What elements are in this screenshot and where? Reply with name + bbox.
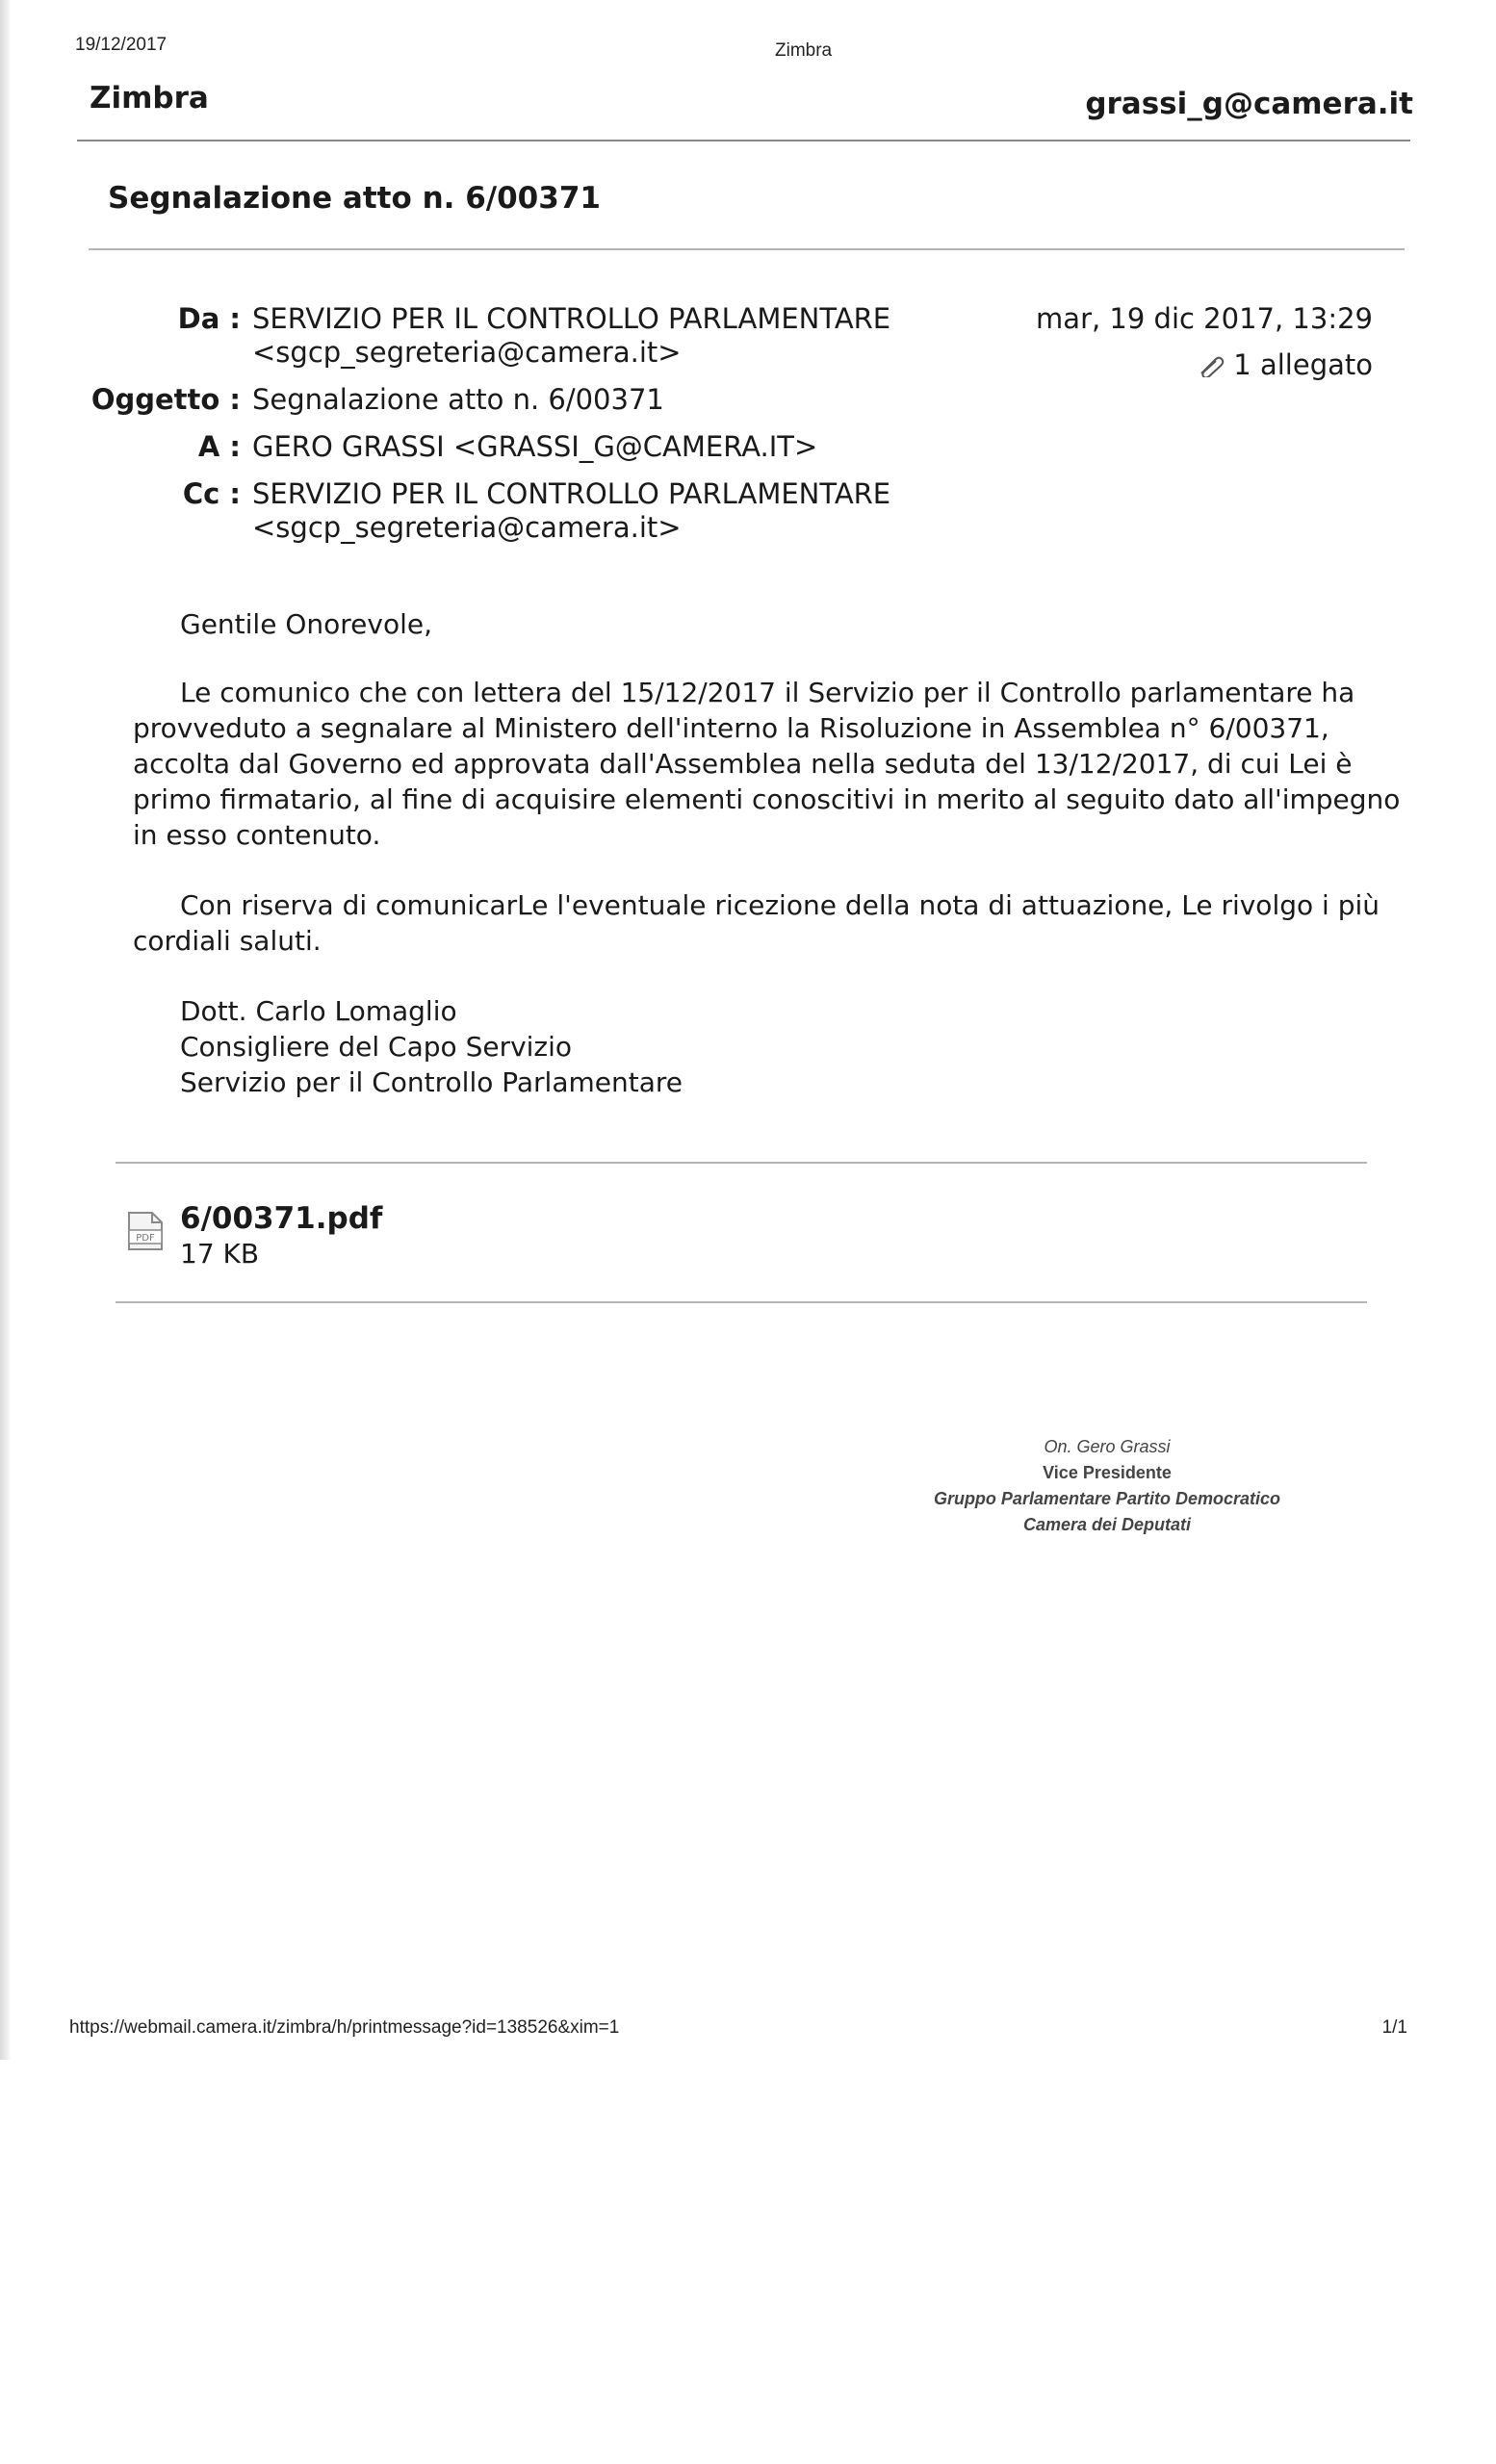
subject-value: Segnalazione atto n. 6/00371 bbox=[252, 383, 664, 416]
signature-role: Consigliere del Capo Servizio bbox=[180, 1031, 573, 1063]
body-line: accolta dal Governo ed approvata dall'Assemblea nella seduta del 13/12/2017, di cui Lei è bbox=[133, 748, 1353, 780]
to-value[interactable]: GERO GRASSI <GRASSI_G@CAMERA.IT> bbox=[252, 430, 818, 463]
signature-name: Dott. Carlo Lomaglio bbox=[180, 995, 457, 1027]
greeting: Gentile Onorevole, bbox=[180, 608, 432, 640]
print-title: Zimbra bbox=[775, 40, 833, 61]
message-subject: Segnalazione atto n. 6/00371 bbox=[108, 181, 601, 216]
to-label: A : bbox=[197, 430, 241, 463]
stamp-group: Gruppo Parlamentare Partito Democratico bbox=[933, 1489, 1281, 1508]
cc-email[interactable]: <sgcp_segreteria@camera.it> bbox=[252, 511, 682, 544]
print-page-number: 1/1 bbox=[1381, 2017, 1407, 2038]
subject-divider bbox=[89, 248, 1405, 250]
body-line: provveduto a segnalare al Ministero dell'interno la Risoluzione in Assemblea n° 6/00371, bbox=[133, 712, 1329, 744]
attachment-size: 17 KB bbox=[180, 1238, 260, 1270]
body-line: Con riserva di comunicarLe l'eventuale ricezione della nota di attuazione, Le rivolgo i più bbox=[180, 889, 1380, 921]
pdf-file-icon bbox=[127, 1211, 164, 1255]
from-name: SERVIZIO PER IL CONTROLLO PARLAMENTARE bbox=[252, 302, 891, 335]
pdf-icon-label: PDF bbox=[136, 1233, 155, 1244]
signature-office: Servizio per il Controllo Parlamentare bbox=[180, 1066, 684, 1098]
stamp-chamber: Camera dei Deputati bbox=[1022, 1515, 1192, 1534]
attachments-bottom-divider bbox=[116, 1301, 1367, 1303]
header-divider bbox=[77, 140, 1410, 141]
body-line: primo firmatario, al fine di acquisire elementi conoscitivi in merito al seguito dato all'impegno bbox=[133, 783, 1401, 815]
attachment-summary[interactable] bbox=[1198, 348, 1373, 381]
subject-label: Oggetto : bbox=[90, 383, 241, 416]
paperclip-icon bbox=[1198, 348, 1233, 381]
body-line: Le comunico che con lettera del 15/12/2017 il Servizio per il Controllo parlamentare ha bbox=[180, 677, 1355, 708]
stamp-name: On. Gero Grassi bbox=[1044, 1437, 1171, 1456]
body-line: cordiali saluti. bbox=[133, 925, 322, 957]
from-email[interactable]: <sgcp_segreteria@camera.it> bbox=[252, 336, 682, 369]
from-label: Da : bbox=[177, 302, 241, 335]
attachment-count: 1 allegato bbox=[1233, 348, 1373, 381]
body-line: in esso contenuto. bbox=[133, 819, 381, 851]
attachments-top-divider bbox=[116, 1162, 1367, 1164]
cc-label: Cc : bbox=[182, 477, 241, 510]
print-url: https://webmail.camera.it/zimbra/h/printmessage?id=138526&xim=1 bbox=[69, 2017, 620, 2038]
brand-logo: Zimbra bbox=[90, 81, 209, 116]
stamp-role: Vice Presidente bbox=[1043, 1463, 1172, 1482]
signature-stamp bbox=[905, 1434, 1309, 1538]
print-date: 19/12/2017 bbox=[75, 35, 168, 55]
cc-name: SERVIZIO PER IL CONTROLLO PARLAMENTARE bbox=[252, 477, 891, 510]
message-date: mar, 19 dic 2017, 13:29 bbox=[1036, 302, 1373, 335]
account-email: grassi_g@camera.it bbox=[1085, 87, 1413, 121]
attachment-name[interactable]: 6/00371.pdf bbox=[180, 1201, 383, 1236]
